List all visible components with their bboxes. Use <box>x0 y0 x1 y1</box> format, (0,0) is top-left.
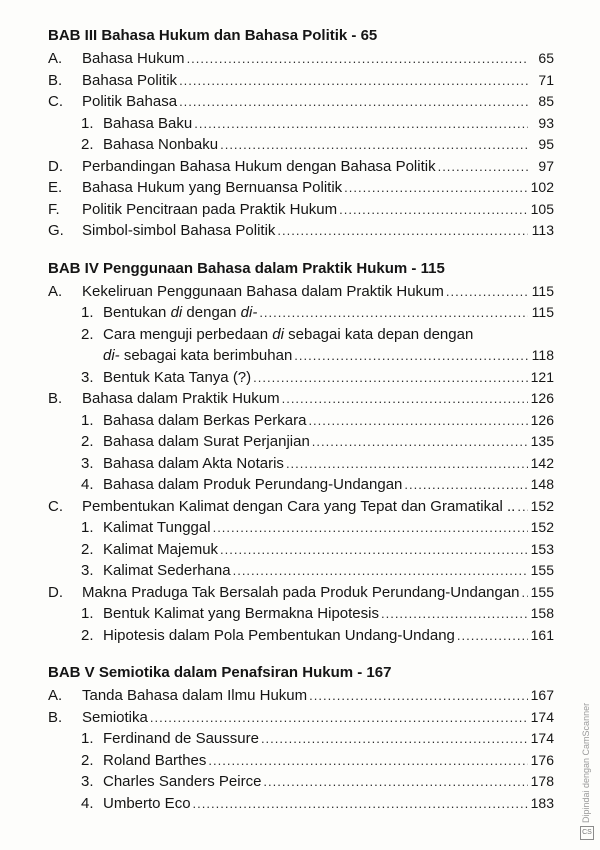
toc-entry: D. Perbandingan Bahasa Hukum dengan Bahasa Politik ..... 97 <box>48 156 554 178</box>
toc-entry: B. Bahasa Politik ..... 71 <box>48 70 554 92</box>
chapter-heading-bab-iv: BAB IV Penggunaan Bahasa dalam Praktik Hukum - 115 <box>48 259 445 277</box>
toc-subentry: 2. Bahasa dalam Surat Perjanjian ..... 135 <box>48 431 554 453</box>
toc-subentry: 3. Kalimat Sederhana ..... 155 <box>48 560 554 582</box>
toc-subentry: 2. Bahasa Nonbaku ..... 95 <box>48 134 554 156</box>
toc-entry: B. Bahasa dalam Praktik Hukum ..... 126 <box>48 388 554 410</box>
toc-subentry: 2. Kalimat Majemuk ..... 153 <box>48 539 554 561</box>
toc-entry: C. Pembentukan Kalimat dengan Cara yang Tepat dan Gramatikal .. ..... 152 <box>48 496 554 518</box>
toc-subentry: 3. Bahasa dalam Akta Notaris ..... 142 <box>48 453 554 475</box>
toc-subentry: 1. Bahasa dalam Berkas Perkara ..... 126 <box>48 410 554 432</box>
toc-entry: A. Tanda Bahasa dalam Ilmu Hukum ..... 167 <box>48 685 554 707</box>
toc-entry: E. Bahasa Hukum yang Bernuansa Politik ..... 102 <box>48 177 554 199</box>
toc-subentry: 3. Bentuk Kata Tanya (?) ..... 121 <box>48 367 554 389</box>
toc-subentry: 1. Kalimat Tunggal ..... 152 <box>48 517 554 539</box>
chapter-heading-bab-v: BAB V Semiotika dalam Penafsiran Hukum - 167 <box>48 664 392 681</box>
toc-subentry: 1. Bahasa Baku ..... 93 <box>48 113 554 135</box>
toc-entry: A. Bahasa Hukum ..... 65 <box>48 48 554 70</box>
toc-entry: B. Semiotika ..... 174 <box>48 707 554 729</box>
toc-subentry: 4. Bahasa dalam Produk Perundang-Undangan ..... 148 <box>48 474 554 496</box>
table-of-contents <box>48 26 554 814</box>
toc-entry: A. Kekeliruan Penggunaan Bahasa dalam Praktik Hukum ..... 115 <box>48 281 554 303</box>
toc-subentry: 4. Umberto Eco ..... 183 <box>48 793 554 815</box>
toc-subentry: 2. Roland Barthes ..... 176 <box>48 750 554 772</box>
camscanner-watermark <box>580 680 594 840</box>
camscanner-logo-icon: CS <box>580 826 594 840</box>
toc-subentry: 3. Charles Sanders Peirce ..... 178 <box>48 771 554 793</box>
camscanner-text: Dipindai dengan CamScanner <box>581 702 591 823</box>
chapter-heading-bab-iii: BAB III Bahasa Hukum dan Bahasa Politik - 65 <box>48 27 378 44</box>
toc-entry: D. Makna Praduga Tak Bersalah pada Produk Perundang-Undangan ..... 155 <box>48 582 554 604</box>
toc-entry: G. Simbol-simbol Bahasa Politik ..... 113 <box>48 220 554 242</box>
toc-entry: F. Politik Pencitraan pada Praktik Hukum ..... 105 <box>48 199 554 221</box>
toc-subentry: 1. Ferdinand de Saussure ..... 174 <box>48 728 554 750</box>
toc-entry: C. Politik Bahasa ..... 85 <box>48 91 554 113</box>
toc-subentry: 2. Hipotesis dalam Pola Pembentukan Undang-Undang ..... 161 <box>48 625 554 647</box>
toc-subentry: 1. Bentukan di dengan di- ..... 115 <box>48 302 554 324</box>
toc-subentry-continuation: di- sebagai kata berimbuhan ..... 118 <box>48 345 554 367</box>
toc-subentry: 2. Cara menguji perbedaan di sebagai kata depan dengan <box>81 325 474 343</box>
toc-subentry: 1. Bentuk Kalimat yang Bermakna Hipotesis ..... 158 <box>48 603 554 625</box>
